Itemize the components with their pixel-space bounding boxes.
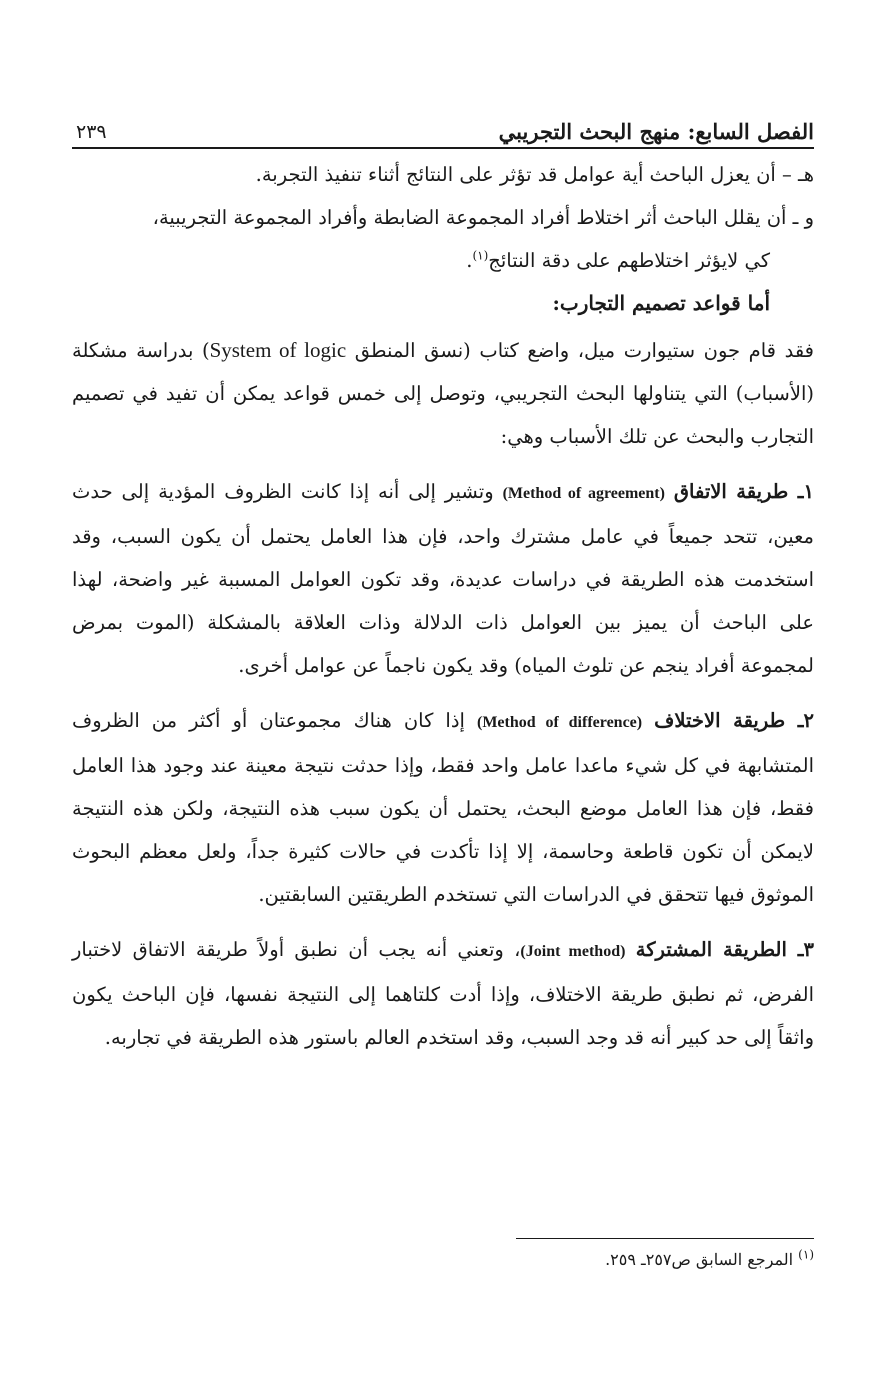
rule-3-paragraph xyxy=(72,928,814,1059)
footnote-text: المرجع السابق ص٢٥٧ـ ٢٥٩. xyxy=(605,1250,799,1269)
list-item-w-line1: و ـ أن يقلل الباحث أثر اختلاط أفراد المجموعة الضابطة وأفراد المجموعة التجريبية، xyxy=(152,206,814,229)
list-item-w-continuation xyxy=(72,239,814,282)
footnote xyxy=(72,1246,814,1274)
book-page xyxy=(72,100,814,1059)
rule-3-title: ٣ـ الطريقة المشتركة xyxy=(635,938,814,961)
list-item-h-text: هـ – أن يعزل الباحث أية عوامل قد تؤثر على النتائج أثناء تنفيذ التجربة. xyxy=(255,163,814,186)
rule-1-text: وتشير إلى أنه إذا كانت الظروف المؤدية إلى حدث معين، تتحد جميعاً في عامل مشترك واحد، فإن هذا العامل يحتمل أن يكون السبب، وقد استخدمت هذه الطريقة في دراسات عديدة، وقد تكون العوامل المسببة غير واضحة، لهذا على الباحث أن يميز بين العوامل ذات الدلالة وذات العلاقة بالمشكلة (الموت بمرض لمجموعة أفراد ينجم عن تلوث المياه) وقد يكون ناجماً عن عوامل أخرى. xyxy=(72,480,814,677)
page-number: ٢٣٩ xyxy=(76,121,107,144)
rule-3-text: ، وتعني أنه يجب أن نطبق أولاً طريقة الاتفاق لاختبار الفرض، ثم نطبق طريقة الاختلاف، وإذا أدت كلتاهما إلى النتيجة نفسها، فإن الباحث يكون واثقاً إلى حد كبير أنه قد وجد السبب، وقد استخدم العالم باستور هذه الطريقة في تجاربه. xyxy=(72,938,814,1049)
rule-2-latin: (Method of difference) xyxy=(476,714,643,731)
rule-2-paragraph xyxy=(72,699,814,916)
list-item-w-line2: كي لايؤثر اختلاطهم على دقة النتائج xyxy=(488,249,770,272)
list-item-w-end: . xyxy=(466,249,473,272)
rule-2-title: ٢ـ طريقة الاختلاف xyxy=(654,709,814,732)
intro-before-latin: فقد قام جون ستيوارت ميل، واضع كتاب (نسق المنطق xyxy=(354,339,814,362)
footnote-divider xyxy=(516,1238,814,1239)
footnote-reference: (١) xyxy=(472,248,489,263)
list-item-w xyxy=(72,196,814,239)
chapter-title: الفصل السابع: منهج البحث التجريبي xyxy=(498,118,814,144)
rule-3-latin: (Joint method) xyxy=(520,943,626,960)
list-item-h xyxy=(72,153,814,196)
page-header xyxy=(72,100,814,149)
rule-2-text: إذا كان هناك مجموعتان أو أكثر من الظروف المتشابهة في كل شيء ماعدا عامل واحد فقط، وإذا حدثت نتيجة معينة عند وجود هذا العامل فقط، فإن هذا العامل موضع البحث، يحتمل أن يكون سبب هذه النتيجة، ولكن هذه النتيجة لايمكن أن تكون قاطعة وحاسمة، إلا إذا تأكدت في حالات كثيرة جداً، ولعل معظم البحوث الموثوق فيها تتحقق في الدراسات التي تستخدم الطريقتين السابقتين. xyxy=(72,709,814,906)
rule-1-latin: (Method of agreement) xyxy=(502,485,665,502)
footnote-marker: (١) xyxy=(798,1247,814,1262)
intro-latin-term: System of logic xyxy=(209,338,347,362)
intro-paragraph xyxy=(72,329,814,458)
section-heading: أما قواعد تصميم التجارب: xyxy=(552,291,770,315)
page-body xyxy=(72,153,814,1059)
rule-1-paragraph xyxy=(72,470,814,687)
rule-1-title: ١ـ طريقة الاتفاق xyxy=(673,480,815,503)
intro-after-latin: ) بدراسة مشكلة (الأسباب) التي يتناولها البحث التجريبي، وتوصل إلى خمس قواعد يمكن أن تفيد في تصميم التجارب والبحث عن تلك الأسباب وهي: xyxy=(72,339,814,448)
